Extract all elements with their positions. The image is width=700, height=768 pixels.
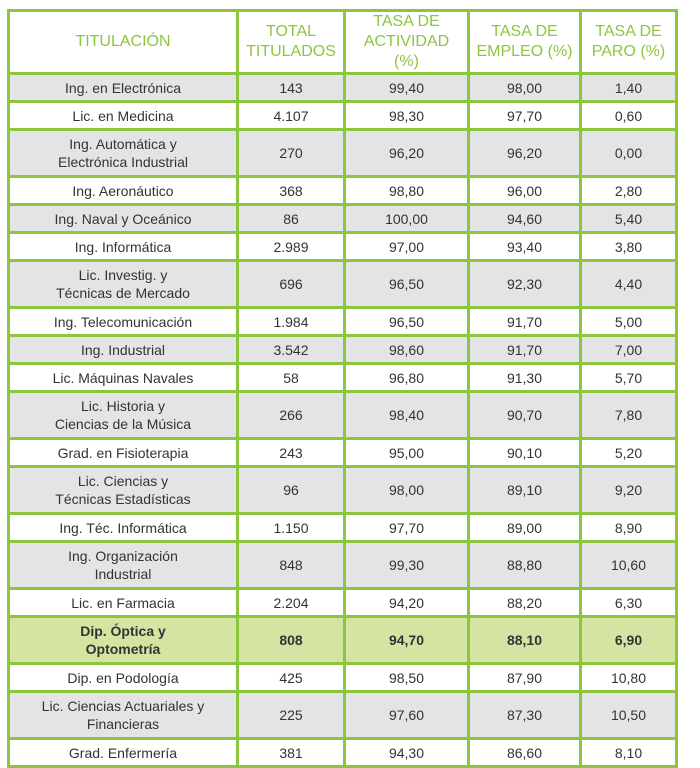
tasa-empleo-cell: 89,10 <box>470 468 582 515</box>
total-titulados-cell: 1.984 <box>239 309 346 337</box>
header-label-line: EMPLEO (%) <box>476 43 573 60</box>
tasa-paro-cell: 4,40 <box>582 262 675 309</box>
titulacion-cell <box>10 178 239 206</box>
table-row <box>10 393 675 440</box>
table-row <box>10 618 675 665</box>
tasa-empleo-cell: 91,70 <box>470 337 582 365</box>
tasa-empleo-cell: 96,20 <box>470 131 582 178</box>
header-tasa-paro <box>582 12 675 75</box>
header-label-line: TASA DE <box>373 13 440 30</box>
table-row <box>10 365 675 393</box>
tasa-actividad-cell: 94,20 <box>346 590 470 618</box>
titulacion-text: Lic. Máquinas Navales <box>52 369 194 386</box>
tasa-actividad-cell: 96,20 <box>346 131 470 178</box>
total-titulados-cell: 266 <box>239 393 346 440</box>
titulacion-cell <box>10 234 239 262</box>
total-titulados-cell: 243 <box>239 440 346 468</box>
table-row <box>10 178 675 206</box>
titulacion-text: Lic. Historia y <box>80 398 166 414</box>
tasa-actividad-cell: 94,30 <box>346 740 470 765</box>
tasa-paro-cell: 6,30 <box>582 590 675 618</box>
titulacion-text: Lic. Ciencias Actuariales y <box>41 698 205 714</box>
tasa-paro-cell: 0,00 <box>582 131 675 178</box>
total-titulados-cell: 86 <box>239 206 346 234</box>
titulacion-text: Técnicas de Mercado <box>56 285 190 301</box>
tasa-paro-cell: 5,20 <box>582 440 675 468</box>
titulacion-cell <box>10 740 239 765</box>
total-titulados-cell: 1.150 <box>239 515 346 543</box>
table-row <box>10 740 675 765</box>
titulacion-text: Lic. Investig. y <box>78 267 168 283</box>
tasa-actividad-cell: 97,00 <box>346 234 470 262</box>
titulacion-text: Lic. Ciencias y <box>77 473 169 489</box>
tasa-paro-cell: 10,60 <box>582 543 675 590</box>
titulacion-cell <box>10 131 239 178</box>
table-row <box>10 515 675 543</box>
titulacion-cell <box>10 665 239 693</box>
tasa-empleo-cell: 98,00 <box>470 75 582 103</box>
titulacion-text: Financieras <box>86 716 160 732</box>
tasa-empleo-cell: 88,10 <box>470 618 582 665</box>
total-titulados-cell: 381 <box>239 740 346 765</box>
titulacion-text: Ing. Organización <box>68 548 178 564</box>
total-titulados-cell: 425 <box>239 665 346 693</box>
tasa-empleo-cell: 87,30 <box>470 693 582 740</box>
titulacion-cell <box>10 693 239 740</box>
total-titulados-cell: 225 <box>239 693 346 740</box>
tasa-paro-cell: 7,00 <box>582 337 675 365</box>
tasa-actividad-cell: 98,80 <box>346 178 470 206</box>
tasa-actividad-cell: 98,50 <box>346 665 470 693</box>
titulacion-text: Optometría <box>85 641 161 657</box>
tasa-empleo-cell: 88,80 <box>470 543 582 590</box>
tasa-paro-cell: 0,60 <box>582 103 675 131</box>
titulacion-text: Grad. en Fisioterapia <box>57 444 189 461</box>
tasa-empleo-cell: 89,00 <box>470 515 582 543</box>
header-label-line: PARO (%) <box>591 43 666 60</box>
titulacion-text: Electrónica Industrial <box>58 154 188 170</box>
tasa-empleo-cell: 90,10 <box>470 440 582 468</box>
table-row <box>10 543 675 590</box>
titulacion-text: Ing. en Electrónica <box>65 79 181 96</box>
table-row <box>10 206 675 234</box>
tasa-actividad-cell: 97,60 <box>346 693 470 740</box>
tasa-actividad-cell: 96,50 <box>346 309 470 337</box>
tasa-paro-cell: 2,80 <box>582 178 675 206</box>
titulacion-cell <box>10 337 239 365</box>
employment-rates-table <box>7 9 678 768</box>
titulacion-cell <box>10 468 239 515</box>
header-label-line: TASA DE <box>491 23 558 40</box>
total-titulados-cell: 808 <box>239 618 346 665</box>
table-row <box>10 131 675 178</box>
titulacion-text: Lic. en Medicina <box>72 107 174 124</box>
titulacion-text: Técnicas Estadísticas <box>55 491 191 507</box>
titulacion-text: Ing. Informática <box>74 238 172 255</box>
tasa-empleo-cell: 93,40 <box>470 234 582 262</box>
tasa-empleo-cell: 92,30 <box>470 262 582 309</box>
titulacion-cell <box>10 393 239 440</box>
titulacion-cell <box>10 440 239 468</box>
titulacion-cell <box>10 262 239 309</box>
titulacion-cell <box>10 543 239 590</box>
tasa-paro-cell: 8,10 <box>582 740 675 765</box>
tasa-empleo-cell: 91,70 <box>470 309 582 337</box>
tasa-actividad-cell: 99,40 <box>346 75 470 103</box>
total-titulados-cell: 58 <box>239 365 346 393</box>
total-titulados-cell: 2.989 <box>239 234 346 262</box>
titulacion-cell <box>10 618 239 665</box>
header-titulacion <box>10 12 239 75</box>
table-row <box>10 665 675 693</box>
header-label-line: TITULADOS <box>246 43 336 60</box>
tasa-paro-cell: 6,90 <box>582 618 675 665</box>
total-titulados-cell: 143 <box>239 75 346 103</box>
tasa-paro-cell: 5,70 <box>582 365 675 393</box>
total-titulados-cell: 2.204 <box>239 590 346 618</box>
titulacion-text: Ing. Naval y Oceánico <box>54 210 192 227</box>
titulacion-cell <box>10 515 239 543</box>
tasa-empleo-cell: 90,70 <box>470 393 582 440</box>
header-total-titulados <box>239 12 346 75</box>
titulacion-text: Ciencias de la Música <box>54 416 192 432</box>
tasa-paro-cell: 10,80 <box>582 665 675 693</box>
tasa-actividad-cell: 98,00 <box>346 468 470 515</box>
total-titulados-cell: 4.107 <box>239 103 346 131</box>
table-row <box>10 103 675 131</box>
tasa-paro-cell: 3,80 <box>582 234 675 262</box>
tasa-paro-cell: 10,50 <box>582 693 675 740</box>
tasa-actividad-cell: 95,00 <box>346 440 470 468</box>
table-row <box>10 309 675 337</box>
tasa-paro-cell: 5,00 <box>582 309 675 337</box>
titulacion-cell <box>10 103 239 131</box>
header-label-line: TOTAL <box>265 23 317 40</box>
tasa-empleo-cell: 96,00 <box>470 178 582 206</box>
table-row <box>10 262 675 309</box>
titulacion-text: Lic. en Farmacia <box>71 594 175 611</box>
table-body <box>10 75 675 765</box>
table-row <box>10 337 675 365</box>
total-titulados-cell: 696 <box>239 262 346 309</box>
tasa-empleo-cell: 87,90 <box>470 665 582 693</box>
tasa-paro-cell: 5,40 <box>582 206 675 234</box>
tasa-empleo-cell: 91,30 <box>470 365 582 393</box>
table-row <box>10 590 675 618</box>
total-titulados-cell: 3.542 <box>239 337 346 365</box>
titulacion-text: Ing. Aeronáutico <box>72 182 174 199</box>
titulacion-text: Grad. Enfermería <box>68 744 178 761</box>
tasa-actividad-cell: 98,60 <box>346 337 470 365</box>
total-titulados-cell: 270 <box>239 131 346 178</box>
tasa-actividad-cell: 98,30 <box>346 103 470 131</box>
tasa-paro-cell: 9,20 <box>582 468 675 515</box>
tasa-actividad-cell: 94,70 <box>346 618 470 665</box>
tasa-paro-cell: 8,90 <box>582 515 675 543</box>
table-row <box>10 693 675 740</box>
titulacion-cell <box>10 365 239 393</box>
total-titulados-cell: 96 <box>239 468 346 515</box>
tasa-empleo-cell: 97,70 <box>470 103 582 131</box>
titulacion-text: Dip. en Podología <box>67 669 179 686</box>
titulacion-text: Ing. Industrial <box>80 341 166 358</box>
tasa-actividad-cell: 99,30 <box>346 543 470 590</box>
titulacion-text: Ing. Automática y <box>69 136 177 152</box>
total-titulados-cell: 848 <box>239 543 346 590</box>
table-container <box>7 9 678 768</box>
titulacion-cell <box>10 206 239 234</box>
titulacion-text: Industrial <box>94 566 152 582</box>
header-label-line: TITULACIÓN <box>75 33 171 50</box>
table-row <box>10 75 675 103</box>
tasa-actividad-cell: 100,00 <box>346 206 470 234</box>
titulacion-text: Ing. Téc. Informática <box>59 519 187 536</box>
header-label-line: TASA DE <box>595 23 662 40</box>
tasa-empleo-cell: 86,60 <box>470 740 582 765</box>
header-tasa-actividad <box>346 12 470 75</box>
tasa-empleo-cell: 94,60 <box>470 206 582 234</box>
tasa-actividad-cell: 96,80 <box>346 365 470 393</box>
titulacion-text: Ing. Telecomunicación <box>53 313 193 330</box>
tasa-actividad-cell: 98,40 <box>346 393 470 440</box>
titulacion-cell <box>10 590 239 618</box>
titulacion-text: Dip. Óptica y <box>80 623 166 639</box>
tasa-paro-cell: 7,80 <box>582 393 675 440</box>
tasa-actividad-cell: 96,50 <box>346 262 470 309</box>
tasa-actividad-cell: 97,70 <box>346 515 470 543</box>
tasa-empleo-cell: 88,20 <box>470 590 582 618</box>
total-titulados-cell: 368 <box>239 178 346 206</box>
table-row <box>10 440 675 468</box>
table-row <box>10 468 675 515</box>
header-row <box>10 12 675 75</box>
tasa-paro-cell: 1,40 <box>582 75 675 103</box>
header-tasa-empleo <box>470 12 582 75</box>
titulacion-cell <box>10 75 239 103</box>
header-label-line: ACTIVIDAD (%) <box>363 33 450 70</box>
table-row <box>10 234 675 262</box>
titulacion-cell <box>10 309 239 337</box>
